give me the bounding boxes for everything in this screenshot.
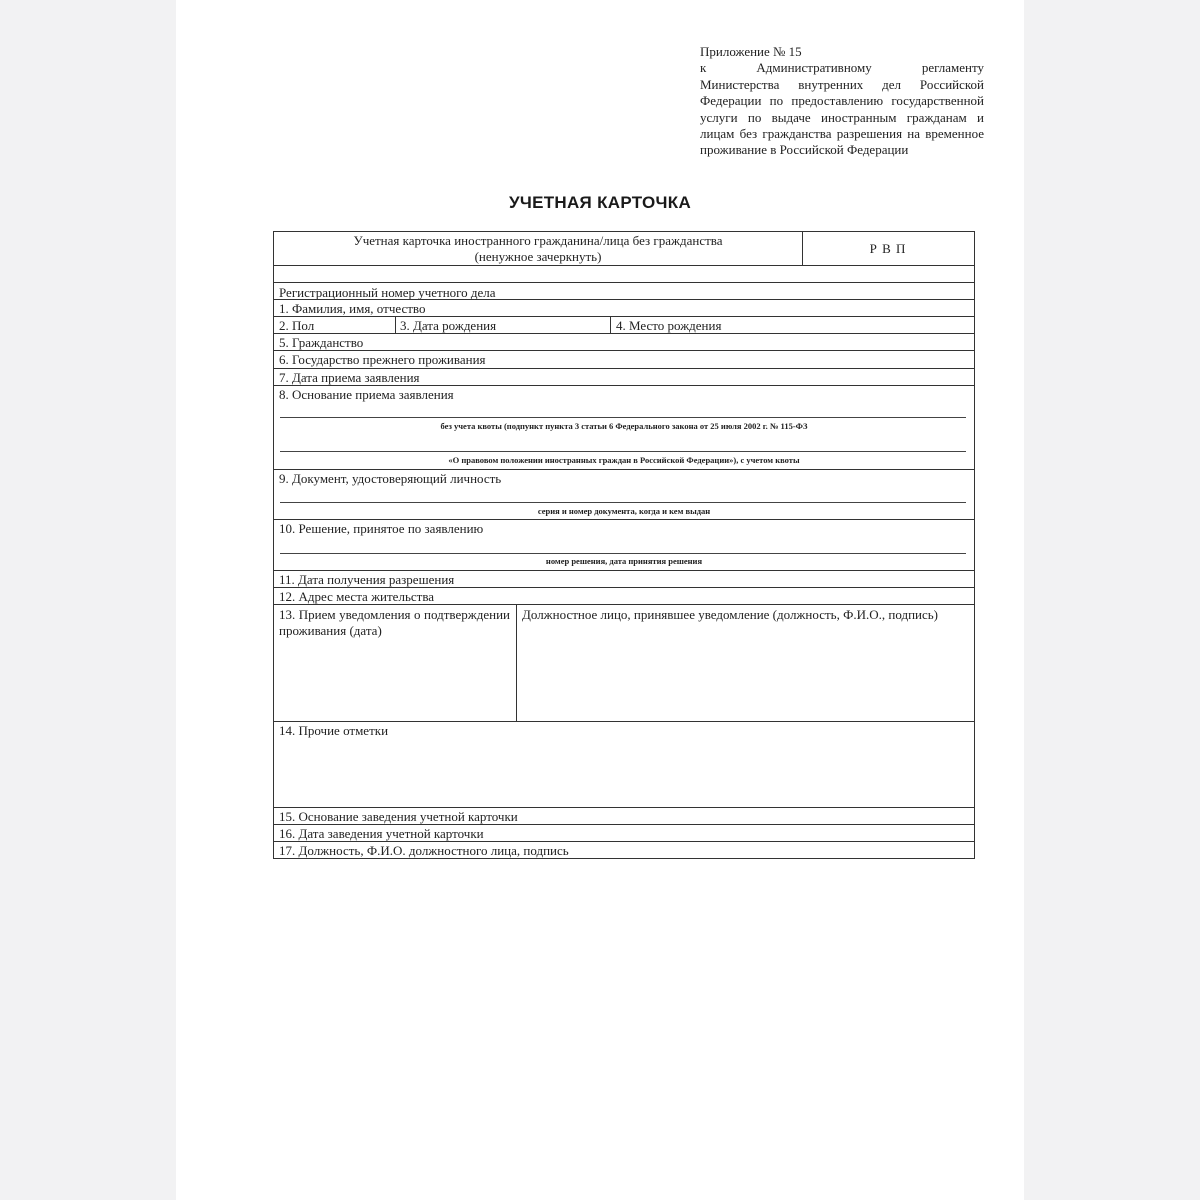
row-line: [274, 265, 974, 266]
row-line: [274, 316, 974, 317]
row-line: [274, 469, 974, 470]
cell-divider: [610, 316, 611, 333]
identity-document-hint: серия и номер документа, когда и кем выдан: [537, 506, 711, 516]
cell-divider: [516, 604, 517, 721]
field-card-date: 16. Дата заведения учетной карточки: [279, 826, 484, 841]
field-sex: 2. Пол: [279, 318, 315, 333]
row-line: [274, 333, 974, 334]
field-other-marks: 14. Прочие отметки: [279, 723, 389, 738]
fill-line: [280, 417, 966, 418]
field-citizenship: 5. Гражданство: [279, 335, 364, 350]
row-line: [274, 350, 974, 351]
cell-divider: [395, 316, 396, 333]
appendix-reglament-line: к Административному регламенту: [700, 60, 984, 76]
card-header-line1: Учетная карточка иностранного гражданина/лица без гражданства: [353, 233, 723, 248]
fill-line: [280, 451, 966, 452]
field-card-basis: 15. Основание заведения учетной карточки: [279, 809, 518, 824]
fill-line: [280, 553, 966, 554]
field-application-basis: 8. Основание приема заявления: [279, 387, 454, 402]
row-line: [274, 841, 974, 842]
field-official-signature: 17. Должность, Ф.И.О. должностного лица, подпись: [279, 843, 569, 858]
field-notification-official: Должностное лицо, принявшее уведомление (должность, Ф.И.О., подпись): [522, 607, 939, 622]
row-line: [274, 385, 974, 386]
row-line: [274, 721, 974, 722]
card-header: [274, 233, 802, 265]
field-full-name: 1. Фамилия, имя, отчество: [279, 301, 426, 316]
field-notification-receipt: 13. Прием уведомления о подтверждении проживания (дата): [279, 607, 510, 638]
decision-hint: номер решения, дата принятия решения: [545, 556, 703, 566]
card-type-code: Р В П: [869, 241, 907, 256]
basis-hint-2: «О правовом положении иностранных граждан в Российской Федерации»), с учетом квоты: [448, 455, 800, 465]
appendix-note: [700, 44, 984, 159]
row-line: [274, 299, 974, 300]
row-line: [274, 824, 974, 825]
field-previous-country: 6. Государство прежнего проживания: [279, 352, 486, 367]
field-residence-address: 12. Адрес места жительства: [279, 589, 435, 604]
row-line: [274, 604, 974, 605]
row-line: [274, 570, 974, 571]
row-line: [274, 519, 974, 520]
field-birth-date: 3. Дата рождения: [400, 318, 497, 333]
fill-line: [280, 502, 966, 503]
row-line: [274, 587, 974, 588]
field-decision: 10. Решение, принятое по заявлению: [279, 521, 484, 536]
field-identity-document: 9. Документ, удостоверяющий личность: [279, 471, 502, 486]
card-header-line2: (ненужное зачеркнуть): [474, 249, 602, 264]
row-line: [274, 282, 974, 283]
appendix-reglament-text: Министерства внутренних дел Российской Федерации по предоставлению государственной услуги по выдаче иностранным гражданам и лицам без гражданства разрешения на временное проживание в Российской Федерации: [700, 76, 984, 158]
appendix-number: Приложение № 15: [700, 44, 802, 59]
field-application-date: 7. Дата приема заявления: [279, 370, 420, 385]
row-line: [274, 807, 974, 808]
field-reg-number: Регистрационный номер учетного дела: [279, 285, 496, 300]
field-birth-place: 4. Место рождения: [616, 318, 722, 333]
registration-card-form: [273, 231, 975, 859]
page-title: УЧЕТНАЯ КАРТОЧКА: [508, 193, 692, 212]
field-permit-date: 11. Дата получения разрешения: [279, 572, 455, 587]
basis-hint-1: без учета квоты (подпункт пункта 3 статьи 6 Федерального закона от 25 июля 2002 г. № 115-ФЗ: [440, 421, 808, 431]
row-line: [274, 368, 974, 369]
